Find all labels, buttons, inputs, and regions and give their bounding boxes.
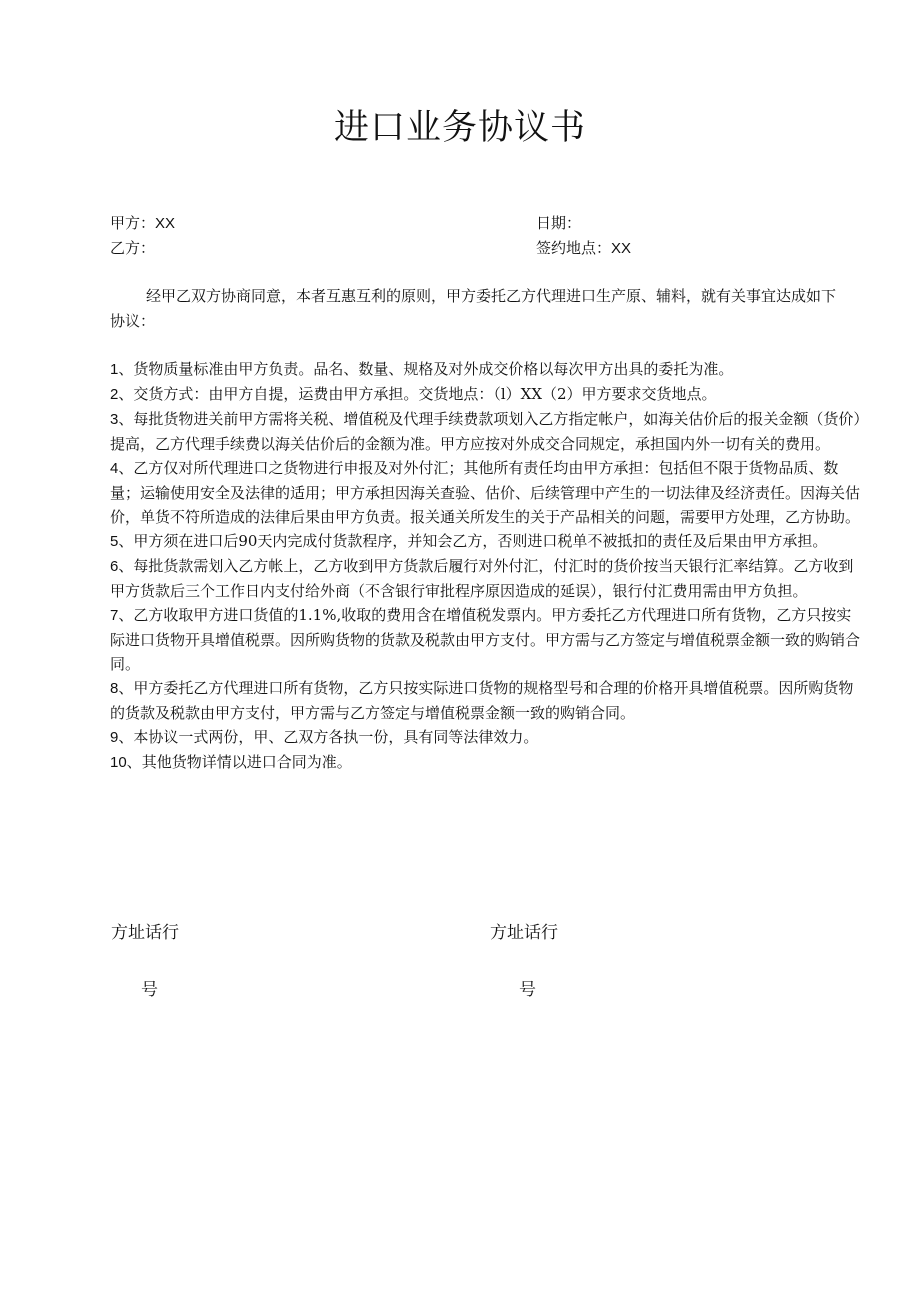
clause-item xyxy=(110,554,862,603)
clause-text: 每批货款需划入乙方帐上，乙方收到甲方货款后履行对外付汇，付汇时的货价按当天银行汇率结算。乙方收到甲方货款后三个工作日内支付给外商（不含银行审批程序原因造成的延误），银行付汇费用需由甲方负担。 xyxy=(110,557,854,600)
clause-item xyxy=(110,603,862,676)
date-row xyxy=(536,211,581,236)
clause-item xyxy=(110,407,862,456)
party-a-value: XX xyxy=(155,215,176,232)
clause-item xyxy=(110,725,862,750)
page-title: 进口业务协议书 xyxy=(333,108,586,148)
clause-text: 甲方委托乙方代理进口所有货物，乙方只按实际进口货物的规格型号和合理的价格开具增值税票。因所购货物的货款及税款由甲方支付，甲方需与乙方签定与增值税票金额一致的购销合同。 xyxy=(110,679,854,722)
clause-text: 交货方式：由甲方自提，运费由甲方承担。交货地点：（l）XX（2）甲方要求交货地点。 xyxy=(133,385,717,403)
clause-number: 7、 xyxy=(110,607,134,624)
clause-number: 9、 xyxy=(110,729,134,746)
party-a-label: 甲方： xyxy=(110,214,156,232)
clause-number: 3、 xyxy=(110,411,134,428)
signature-left-line2: 号 xyxy=(141,980,158,1000)
clause-number: 2、 xyxy=(110,386,134,403)
clause-text: 乙方仅对所代理进口之货物进行申报及对外付汇；其他所有责任均由甲方承担：包括但不限于货物品质、数量；运输使用安全及法律的适用；甲方承担因海关查验、估价、后续管理中产生的一切法律及经济责任。因海关估价，单货不符所造成的法律后果由甲方负责。报关通关所发生的关于产品相关的问题，需要甲方处理，乙方协助。 xyxy=(110,459,861,526)
clause-text: 其他货物详情以进口合同为准。 xyxy=(141,753,352,771)
clause-text: 乙方收取甲方进口货值的1.1%,收取的费用含在增值税发票内。甲方委托乙方代理进口所有货物，乙方只按实际进口货物开具增值税票。因所购货物的货款及税款由甲方支付。甲方需与乙方签定与增值税票金额一致的购销合同。 xyxy=(110,606,861,673)
clause-number: 1、 xyxy=(110,361,134,378)
clause-number: 4、 xyxy=(110,460,134,477)
clause-number: 8、 xyxy=(110,680,134,697)
clause-text: 货物质量标准由甲方负责。品名、数量、规格及对外成交价格以每次甲方出具的委托为准。 xyxy=(133,360,734,378)
clause-item xyxy=(110,357,862,382)
clause-item xyxy=(110,676,862,725)
clause-number: 6、 xyxy=(110,558,134,575)
place-value: XX xyxy=(611,240,632,257)
clause-text: 本协议一式两份，甲、乙双方各执一份，具有同等法律效力。 xyxy=(133,728,539,746)
date-label: 日期： xyxy=(536,214,582,232)
clause-text: 每批货物进关前甲方需将关税、增值税及代理手续费款项划入乙方指定帐户，如海关估价后的报关金额（货价）提高，乙方代理手续费以海关估价后的金额为准。甲方应按对外成交合同规定，承担国内外一切有关的费用。 xyxy=(110,410,861,453)
intro-paragraph: 经甲乙双方协商同意，本者互惠互利的原则，甲方委托乙方代理进口生产原、辅料，就有关事宜达成如下协议： xyxy=(110,287,837,330)
clause-item xyxy=(110,456,862,529)
signature-right-line2: 号 xyxy=(519,980,536,1000)
clause-item xyxy=(110,529,862,554)
party-b-label: 乙方： xyxy=(110,239,156,257)
party-a-row xyxy=(110,211,175,236)
signature-left-line1: 方址话行 xyxy=(111,923,179,943)
clause-list xyxy=(110,357,862,775)
signature-right-line1: 方址话行 xyxy=(490,923,558,943)
clause-number: 5、 xyxy=(110,533,134,550)
clause-number: 10、 xyxy=(110,754,142,771)
clause-item xyxy=(110,382,862,407)
place-row xyxy=(536,236,631,261)
clause-item xyxy=(110,750,862,775)
party-b-row xyxy=(110,236,155,261)
clause-text: 甲方须在进口后90天内完成付货款程序，并知会乙方，否则进口税单不被抵扣的责任及后果由甲方承担。 xyxy=(133,532,828,550)
place-label: 签约地点： xyxy=(536,239,612,257)
